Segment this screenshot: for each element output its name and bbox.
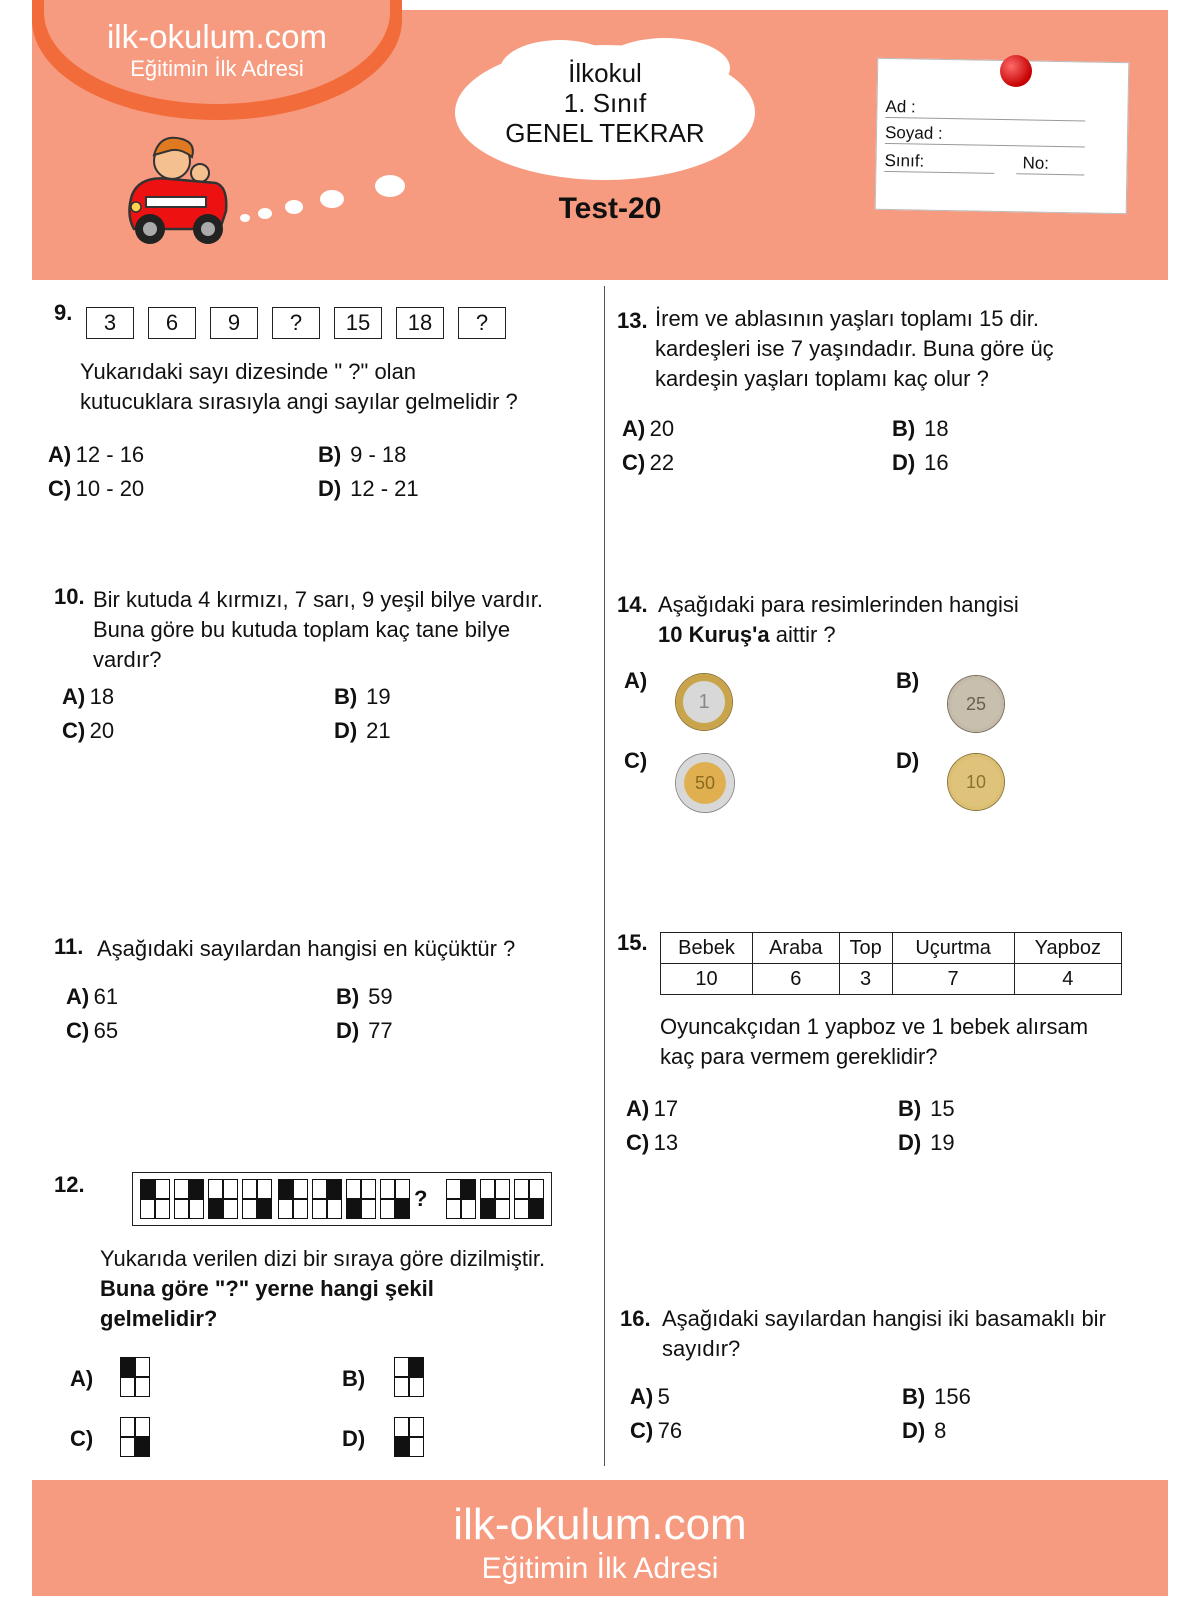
q13-text-line2: kardeşleri ise 7 yaşındadır. Buna göre üç <box>655 336 1054 361</box>
option-value: 19 <box>930 1130 955 1155</box>
q16-option-d[interactable] <box>902 1418 946 1444</box>
q9-seq-box: ? <box>458 307 506 339</box>
q16-option-b[interactable] <box>902 1384 971 1410</box>
q13-option-a[interactable] <box>622 416 674 442</box>
option-letter: C) <box>622 450 646 475</box>
car-mascot-icon <box>120 125 240 255</box>
q11-option-a[interactable] <box>66 984 118 1010</box>
q12-option-d-letter[interactable]: D) <box>342 1426 366 1451</box>
option-value: 19 <box>366 684 391 709</box>
table-header-cell: Yapboz <box>1014 933 1121 964</box>
q14-option-c-letter[interactable]: C) <box>624 748 648 773</box>
q12-pattern-figure <box>208 1179 238 1219</box>
option-letter: A) <box>48 442 72 467</box>
ad-field[interactable] <box>885 117 1085 121</box>
q13-option-d[interactable] <box>892 450 949 476</box>
q9-text-line1: Yukarıdaki sayı dizesinde " ?" olan <box>80 359 417 384</box>
q12-option-c-letter[interactable]: C) <box>70 1426 94 1451</box>
table-cell: 7 <box>892 964 1014 995</box>
pushpin-icon <box>1000 55 1032 87</box>
option-letter: B) <box>898 1096 922 1121</box>
table-header-cell: Bebek <box>661 933 753 964</box>
q14-option-b-letter[interactable]: B) <box>896 668 920 693</box>
student-info-card <box>875 58 1130 214</box>
q14-option-d-letter[interactable]: D) <box>896 748 920 773</box>
q16-option-c[interactable] <box>630 1418 682 1444</box>
q12-text-line1: Yukarıda verilen dizi bir sıraya göre dizilmiştir. <box>100 1246 546 1271</box>
option-value: 18 <box>924 416 949 441</box>
q14-highlight: 10 Kuruş'a <box>658 622 770 647</box>
q15-price-table <box>660 932 1122 995</box>
table-cell: 10 <box>661 964 753 995</box>
option-value: 9 - 18 <box>350 442 407 467</box>
q10-text-line1: Bir kutuda 4 kırmızı, 7 sarı, 9 yeşil bilye vardır. <box>93 587 543 612</box>
q11-text-line1: Aşağıdaki sayılardan hangisi en küçüktür ? <box>97 936 516 961</box>
q15-option-d[interactable] <box>898 1130 955 1156</box>
q11-option-c[interactable] <box>66 1018 118 1044</box>
page-title <box>455 58 755 148</box>
q12-question-mark: ? <box>414 1186 428 1211</box>
option-letter: B) <box>902 1384 926 1409</box>
footer-slogan: Eğitimin İlk Adresi <box>481 1552 719 1585</box>
logo-slogan: Eğitimin İlk Adresi <box>130 56 304 81</box>
q12-option-b-letter[interactable]: B) <box>342 1366 366 1391</box>
option-letter: A) <box>626 1096 650 1121</box>
table-cell: 4 <box>1014 964 1121 995</box>
coin-50-kurus-icon[interactable] <box>676 754 734 812</box>
q15-option-a[interactable] <box>626 1096 678 1122</box>
option-value: 65 <box>93 1018 119 1043</box>
cloud-puff <box>240 214 250 222</box>
option-value: 76 <box>657 1418 683 1443</box>
no-field[interactable] <box>1016 173 1084 175</box>
q13-number: 13. <box>617 308 648 333</box>
q15-option-b[interactable] <box>898 1096 955 1122</box>
table-header-cell: Top <box>839 933 892 964</box>
option-value: 10 - 20 <box>75 476 145 501</box>
table-row <box>661 964 1122 995</box>
q11-option-b[interactable] <box>336 984 393 1010</box>
q12-pattern-figure <box>242 1179 272 1219</box>
coin-25-kurus-icon[interactable] <box>948 676 1004 732</box>
option-value: 13 <box>653 1130 679 1155</box>
option-letter: B) <box>318 442 342 467</box>
option-letter: D) <box>902 1418 926 1443</box>
cloud-puff <box>285 200 303 214</box>
option-letter: B) <box>892 416 916 441</box>
coin-value: 50 <box>694 773 716 793</box>
q9-seq-box: 15 <box>334 307 382 339</box>
q12-pattern-figure <box>380 1179 410 1219</box>
q10-option-d[interactable] <box>334 718 391 744</box>
q13-option-c[interactable] <box>622 450 674 476</box>
option-letter: D) <box>336 1018 360 1043</box>
q12-option-a-letter[interactable]: A) <box>70 1366 94 1391</box>
cloud-puff <box>320 190 344 208</box>
option-letter: A) <box>66 984 90 1009</box>
q13-option-b[interactable] <box>892 416 949 442</box>
q9-seq-box: ? <box>272 307 320 339</box>
coin-value: 1 <box>698 691 710 713</box>
option-value: 5 <box>657 1384 670 1409</box>
option-letter: B) <box>336 984 360 1009</box>
sinif-field[interactable] <box>884 171 994 174</box>
option-letter: C) <box>48 476 72 501</box>
title-topic: GENEL TEKRAR <box>505 118 705 148</box>
table-header-row <box>661 933 1122 964</box>
option-value: 15 <box>930 1096 955 1121</box>
q9-seq-box: 6 <box>148 307 196 339</box>
q12-pattern-figure <box>480 1179 510 1219</box>
q9-text-line2: kutucuklara sırasıyla angi sayılar gelmelidir ? <box>80 389 518 414</box>
table-cell: 6 <box>752 964 839 995</box>
q10-option-a[interactable] <box>62 684 114 710</box>
q13-text-line1: İrem ve ablasının yaşları toplamı 15 dir. <box>655 306 1039 331</box>
cloud-puff <box>375 175 405 197</box>
q9-option-a[interactable] <box>48 442 144 468</box>
q12-pattern-figure <box>278 1179 308 1219</box>
option-letter: B) <box>334 684 358 709</box>
q10-text-line3: vardır? <box>93 647 162 672</box>
q9-option-c[interactable] <box>48 476 144 502</box>
q12-pattern-figure <box>174 1179 204 1219</box>
q12-option-a-figure <box>120 1357 150 1397</box>
option-value: 16 <box>924 450 949 475</box>
q14-text-rest: aittir ? <box>775 622 836 647</box>
coin-10-kurus-icon[interactable] <box>948 754 1004 810</box>
q11-option-d[interactable] <box>336 1018 393 1044</box>
option-letter: D) <box>898 1130 922 1155</box>
option-letter: A) <box>630 1384 654 1409</box>
option-letter: D) <box>334 718 358 743</box>
q12-text-line3: gelmelidir? <box>100 1306 218 1331</box>
q9-option-d[interactable] <box>318 476 419 502</box>
q15-option-c[interactable] <box>626 1130 678 1156</box>
option-value: 20 <box>649 416 675 441</box>
table-cell: 3 <box>839 964 892 995</box>
q13-text-line3: kardeşin yaşları toplamı kaç olur ? <box>655 366 989 391</box>
column-divider <box>604 286 605 1466</box>
option-value: 20 <box>89 718 115 743</box>
footer-site[interactable]: ilk-okulum.com <box>453 1500 747 1549</box>
q12-pattern-figure <box>446 1179 476 1219</box>
q10-option-b[interactable] <box>334 684 391 710</box>
table-header-cell: Araba <box>752 933 839 964</box>
title-school: İlkokul <box>568 58 642 88</box>
q12-option-d-figure <box>394 1417 424 1457</box>
logo-site[interactable]: ilk-okulum.com <box>106 18 328 55</box>
q9-number: 9. <box>54 300 73 325</box>
option-value: 12 - 16 <box>75 442 145 467</box>
table-header-cell: Uçurtma <box>892 933 1014 964</box>
q15-text-line2: kaç para vermem gereklidir? <box>660 1044 938 1069</box>
q12-option-b-figure <box>394 1357 424 1397</box>
q9-option-b[interactable] <box>318 442 406 468</box>
q16-option-a[interactable] <box>630 1384 670 1410</box>
q12-pattern-figure <box>514 1179 544 1219</box>
q12-pattern-figure <box>312 1179 342 1219</box>
option-value: 22 <box>649 450 675 475</box>
no-label: No: <box>1022 153 1050 173</box>
q12-option-c-figure <box>120 1417 150 1457</box>
q10-option-c[interactable] <box>62 718 114 744</box>
q9-seq-box: 3 <box>86 307 134 339</box>
q16-text-line1: Aşağıdaki sayılardan hangisi iki basamaklı bir <box>662 1306 1106 1331</box>
q11-number: 11. <box>54 934 84 959</box>
coin-1-lira-icon[interactable] <box>676 674 732 730</box>
q16-number: 16. <box>620 1306 651 1331</box>
option-value: 18 <box>89 684 115 709</box>
soyad-field[interactable] <box>885 143 1085 147</box>
q10-text-line2: Buna göre bu kutuda toplam kaç tane bilye <box>93 617 511 642</box>
option-letter: D) <box>318 476 342 501</box>
q10-number: 10. <box>54 584 85 609</box>
option-value: 8 <box>934 1418 947 1443</box>
option-letter: A) <box>622 416 646 441</box>
cloud-puff <box>258 208 272 219</box>
option-value: 12 - 21 <box>350 476 419 501</box>
option-letter: D) <box>892 450 916 475</box>
option-value: 59 <box>368 984 393 1009</box>
coin-value: 10 <box>965 772 987 792</box>
soyad-label: Soyad : <box>884 122 943 143</box>
q14-number: 14. <box>617 592 648 617</box>
coin-value: 25 <box>965 694 987 714</box>
q14-text-line2 <box>658 620 836 650</box>
option-value: 17 <box>653 1096 679 1121</box>
option-letter: A) <box>62 684 86 709</box>
option-value: 21 <box>366 718 391 743</box>
q12-pattern-figure <box>346 1179 376 1219</box>
option-letter: C) <box>62 718 86 743</box>
option-value: 77 <box>368 1018 393 1043</box>
q15-text-line1: Oyuncakçıdan 1 yapboz ve 1 bebek alırsam <box>660 1014 1089 1039</box>
option-letter: C) <box>630 1418 654 1443</box>
q9-seq-box: 18 <box>396 307 444 339</box>
q14-option-a-letter[interactable]: A) <box>624 668 648 693</box>
q12-pattern-figure <box>140 1179 170 1219</box>
option-letter: C) <box>66 1018 90 1043</box>
q15-number: 15. <box>617 930 648 955</box>
option-value: 156 <box>934 1384 971 1409</box>
option-value: 61 <box>93 984 119 1009</box>
sinif-label: Sınıf: <box>884 150 925 171</box>
q16-text-line2: sayıdır? <box>662 1336 741 1361</box>
test-name: Test-20 <box>558 192 662 225</box>
q12-text-line2: Buna göre "?" yerne hangi şekil <box>100 1276 434 1301</box>
option-letter: C) <box>626 1130 650 1155</box>
q14-text-line1: Aşağıdaki para resimlerinden hangisi <box>658 592 1019 617</box>
q9-seq-box: 9 <box>210 307 258 339</box>
q12-number: 12. <box>54 1172 85 1197</box>
ad-label: Ad : <box>885 96 916 117</box>
title-grade: 1. Sınıf <box>563 88 647 118</box>
